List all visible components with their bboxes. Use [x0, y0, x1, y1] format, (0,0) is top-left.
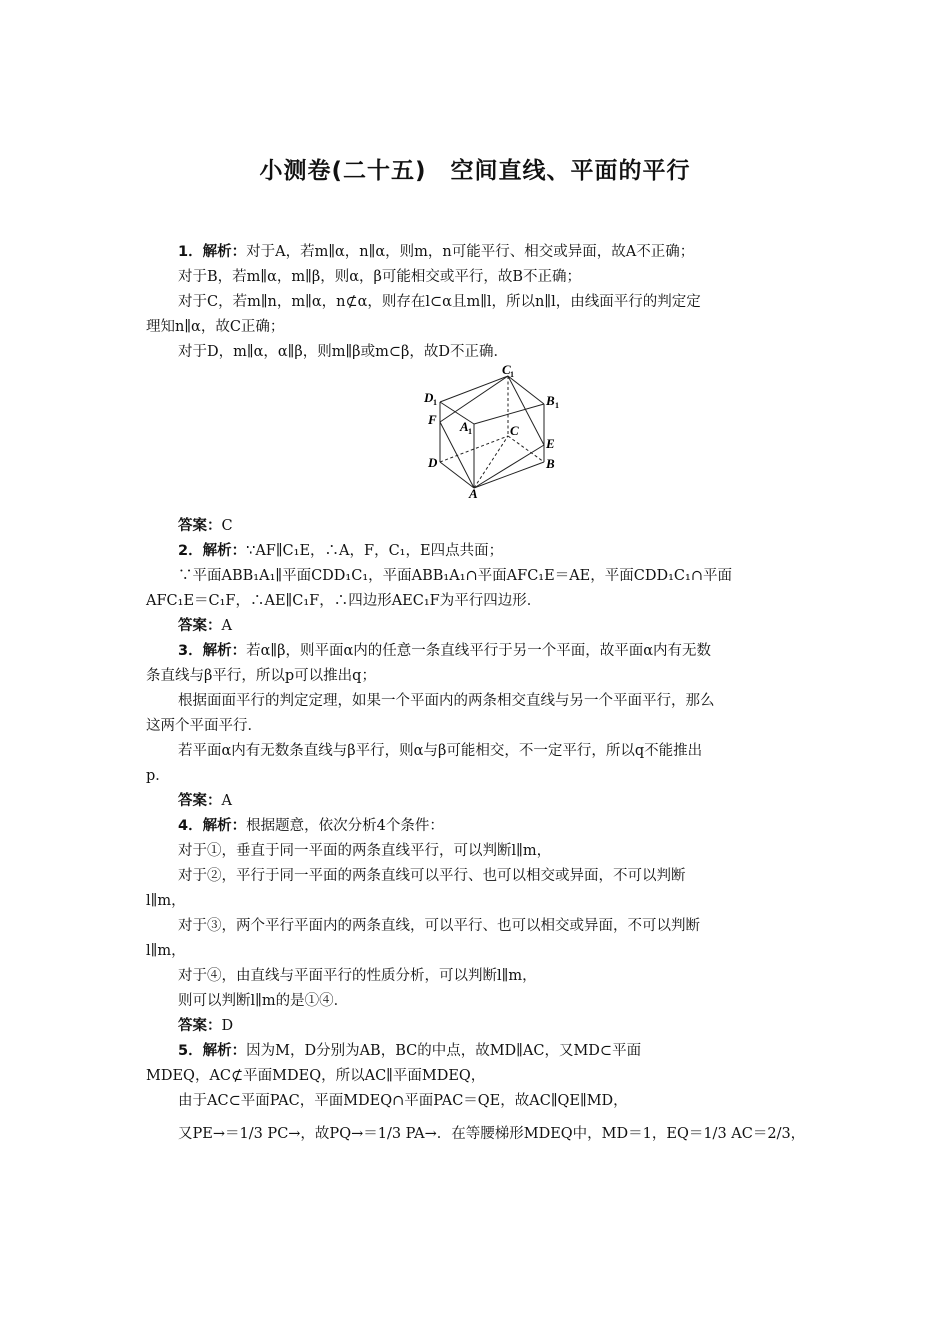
bold-marker: 2．解析： — [178, 543, 247, 559]
text-line-7: 2．解析：∵AF∥C₁E，∴A，F，C₁，E四点共面； — [178, 543, 504, 559]
label-a1-sub: 1 — [468, 427, 472, 436]
label-c: C — [510, 423, 519, 438]
label-e: E — [546, 436, 555, 451]
text-line-16: p． — [146, 768, 170, 784]
text-line-23: l∥m， — [146, 943, 186, 959]
edge-b1a1 — [474, 404, 544, 424]
answer-1: 答案：C — [178, 518, 233, 534]
edge-d1c1 — [440, 376, 508, 402]
text-line-22: 对于③，两个平行平面内的两条直线，可以平行、也可以相交或异面，不可以判断 — [178, 918, 700, 934]
text-line-1: 1．解析：对于A，若m∥α，n∥α，则m，n可能平行、相交或异面，故A不正确； — [178, 244, 695, 260]
label-c1: C — [502, 362, 511, 377]
edge-c1b1 — [508, 376, 544, 404]
page-title: 小测卷(二十五) 空间直线、平面的平行 — [259, 158, 691, 184]
text-line-8: ∵平面ABB₁A₁∥平面CDD₁C₁，平面ABB₁A₁∩平面AFC₁E＝AE，平面CDD₁C₁∩平面 — [178, 568, 732, 584]
text-line-9: AFC₁E＝C₁F，∴AE∥C₁F，∴四边形AEC₁F为平行四边形． — [146, 593, 542, 609]
text-line-15: 若平面α内有无数条直线与β平行，则α与β可能相交，不一定平行，所以q不能推出 — [178, 743, 703, 759]
label-b1: B — [546, 393, 555, 408]
bold-marker: 答案： — [178, 1018, 222, 1034]
edge-fc1 — [440, 376, 508, 422]
text-line-13: 根据面面平行的判定定理，如果一个平面内的两条相交直线与另一个平面平行，那么 — [178, 693, 715, 709]
text-line-25: 则可以判断l∥m的是①④． — [178, 993, 349, 1009]
edge-ae — [474, 445, 544, 488]
answer-2: 答案：A — [178, 618, 232, 634]
label-f: F — [428, 412, 437, 427]
text-line-14: 这两个平面平行． — [146, 718, 262, 734]
text-line-19: 对于①，垂直于同一平面的两条直线平行，可以判断l∥m， — [178, 843, 552, 859]
text-line-27: 5．解析：因为M，D分别为AB，BC的中点，故MD∥AC，又MD⊂平面 — [178, 1043, 642, 1059]
text-line-3: 对于C，若m∥n，m∥α，n⊄α，则存在l⊂α且m∥l，所以n∥l，由线面平行的判定定 — [178, 294, 701, 310]
text-line-30: 又PE→＝1/3 PC→，故PQ→＝1/3 PA→．在等腰梯形MDEQ中，MD＝1，EQ＝1/3 AC＝2/3， — [178, 1126, 806, 1142]
edge-cb-hidden — [508, 436, 544, 462]
label-b: B — [546, 456, 555, 471]
bold-marker: 答案： — [178, 793, 222, 809]
answer-4: 答案：D — [178, 1018, 234, 1034]
edge-ab — [474, 462, 544, 488]
label-a: A — [469, 486, 478, 501]
label-d1: D — [424, 390, 434, 405]
text-line-29: 由于AC⊂平面PAC，平面MDEQ∩平面PAC＝QE，故AC∥QE∥MD， — [178, 1093, 628, 1109]
label-c1-sub: 1 — [510, 370, 514, 379]
text-line-2: 对于B，若m∥α，m∥β，则α，β可能相交或平行，故B不正确； — [178, 269, 582, 285]
text-line-5: 对于D，m∥α，α∥β，则m∥β或m⊂β，故D不正确． — [178, 344, 508, 360]
text-line-11: 3．解析：若α∥β，则平面α内的任意一条直线平行于另一个平面，故平面α内有无数 — [178, 643, 712, 659]
bold-marker: 1．解析： — [178, 244, 247, 260]
edge-ac-hidden — [474, 436, 508, 488]
label-a1: A — [460, 419, 469, 434]
answer-3: 答案：A — [178, 793, 232, 809]
bold-marker: 答案： — [178, 518, 222, 534]
bold-marker: 答案： — [178, 618, 222, 634]
label-b1-sub: 1 — [555, 401, 559, 410]
edge-a1d1 — [440, 402, 474, 424]
prism-figure — [418, 362, 568, 502]
bold-marker: 3．解析： — [178, 643, 247, 659]
text-line-4: 理知n∥α，故C正确； — [146, 319, 285, 335]
label-d: D — [428, 455, 438, 470]
text-line-24: 对于④，由直线与平面平行的性质分析，可以判断l∥m， — [178, 968, 537, 984]
bold-marker: 5．解析： — [178, 1043, 247, 1059]
text-line-12: 条直线与β平行，所以p可以推出q； — [146, 668, 376, 684]
text-line-18: 4．解析：根据题意，依次分析4个条件： — [178, 818, 444, 834]
label-d1-sub: 1 — [433, 398, 437, 407]
text-line-20: 对于②，平行于同一平面的两条直线可以平行、也可以相交或异面，不可以判断 — [178, 868, 686, 884]
edge-da — [440, 462, 474, 488]
text-line-21: l∥m， — [146, 893, 186, 909]
text-line-28: MDEQ，AC⊄平面MDEQ，所以AC∥平面MDEQ， — [146, 1068, 486, 1084]
bold-marker: 4．解析： — [178, 818, 247, 834]
